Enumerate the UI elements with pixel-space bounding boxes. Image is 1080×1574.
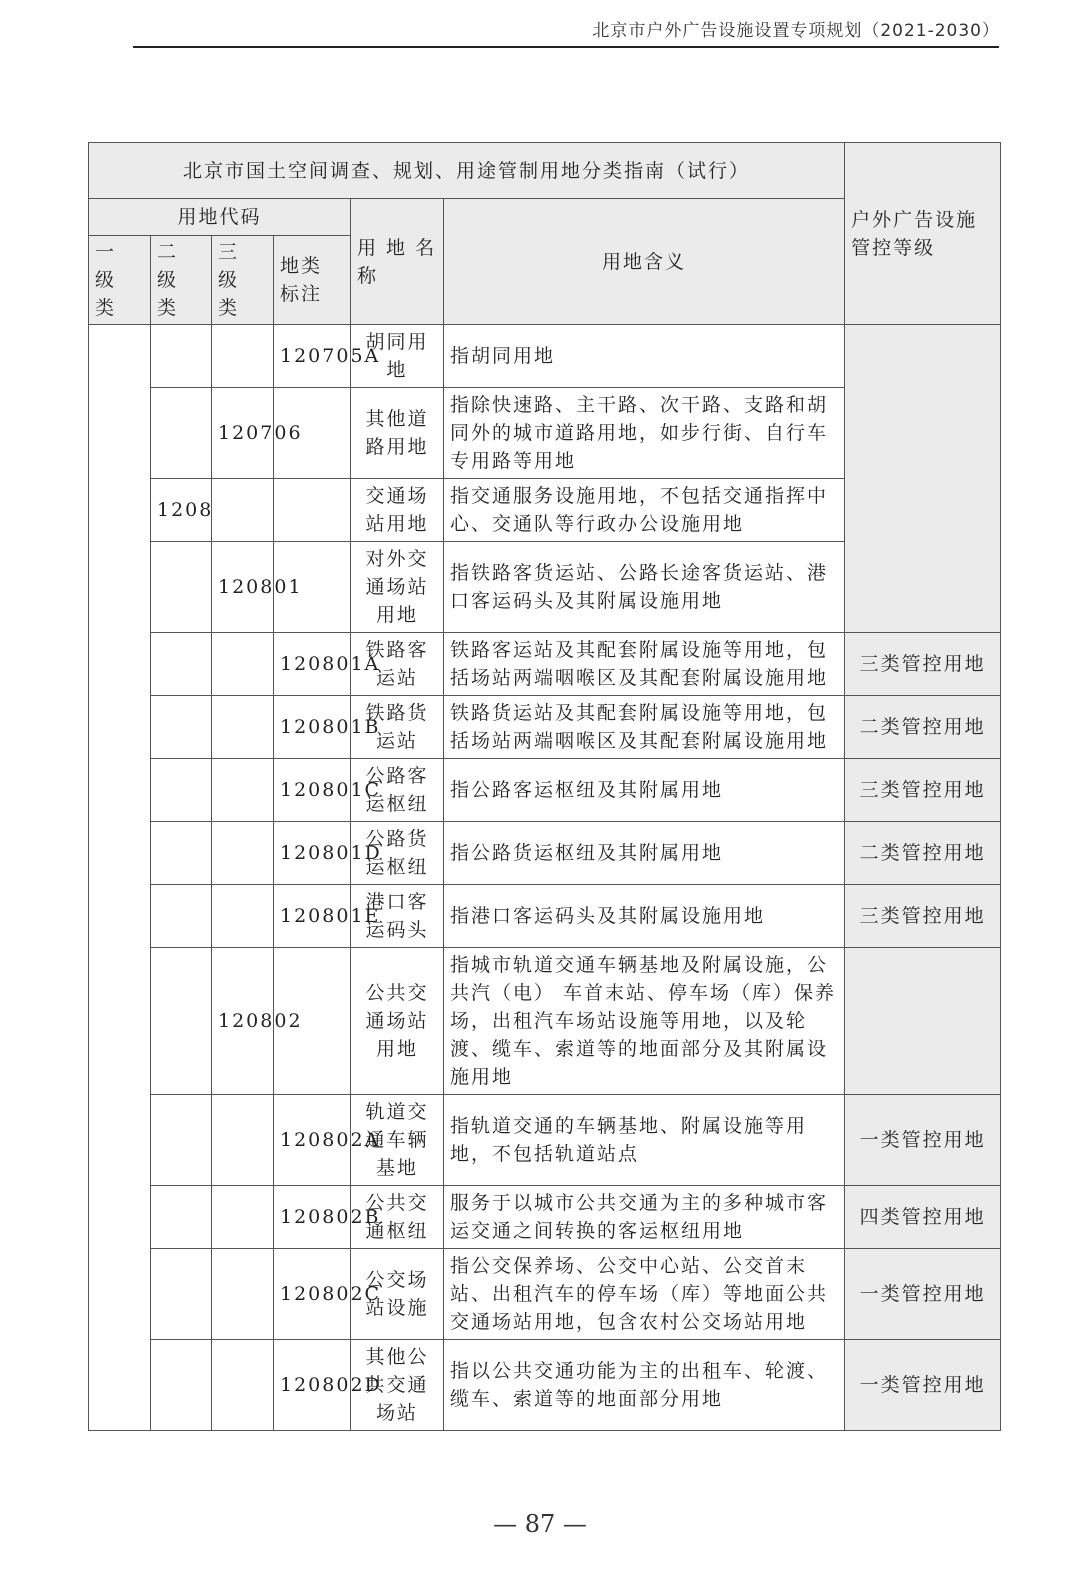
tag-cell: 120801D bbox=[274, 822, 351, 885]
meaning-cell: 指以公共交通功能为主的出租车、轮渡、缆车、索道等的地面部分用地 bbox=[444, 1340, 845, 1431]
running-header: 北京市户外广告设施设置专项规划（2021-2030） bbox=[592, 21, 1000, 41]
meaning-cell: 指城市轨道交通车辆基地及附属设施，公共汽（电） 车首末站、停车场（库）保养场，出租汽车场站设施等用地，以及轮渡、缆车、索道等的地面部分及其附属设施用地 bbox=[444, 948, 845, 1095]
level2-cell bbox=[151, 1340, 212, 1431]
level2-cell bbox=[151, 948, 212, 1095]
level1-cell bbox=[89, 325, 151, 1431]
name-cell: 其他公共交通场站 bbox=[351, 1340, 444, 1431]
level2-cell bbox=[151, 1186, 212, 1249]
level3-cell bbox=[212, 1249, 274, 1340]
level3-cell bbox=[212, 1095, 274, 1186]
name-cell: 公交场站设施 bbox=[351, 1249, 444, 1340]
level3-cell bbox=[212, 325, 274, 388]
name-cell: 胡同用地 bbox=[351, 325, 444, 388]
tag-cell: 120801A bbox=[274, 633, 351, 696]
table-row bbox=[89, 1095, 1001, 1186]
level3-header: 三 级 类 bbox=[212, 236, 274, 325]
level2-cell bbox=[151, 325, 212, 388]
name-cell: 其他道路用地 bbox=[351, 388, 444, 479]
name-cell: 铁路货运站 bbox=[351, 696, 444, 759]
level3-cell bbox=[212, 1186, 274, 1249]
grade-cell: 三类管控用地 bbox=[845, 885, 1001, 948]
name-cell: 公路货运枢纽 bbox=[351, 822, 444, 885]
level2-cell bbox=[151, 542, 212, 633]
grade-cell: 三类管控用地 bbox=[845, 759, 1001, 822]
tag-cell: 120801C bbox=[274, 759, 351, 822]
grade-cell: 一类管控用地 bbox=[845, 1249, 1001, 1340]
name-cell: 公路客运枢纽 bbox=[351, 759, 444, 822]
level3-cell: 120801 bbox=[212, 542, 274, 633]
grade-cell: 二类管控用地 bbox=[845, 822, 1001, 885]
name-cell: 铁路客运站 bbox=[351, 633, 444, 696]
table-row bbox=[89, 696, 1001, 759]
tag-cell: 120802B bbox=[274, 1186, 351, 1249]
page-number: — 87 — bbox=[493, 1510, 587, 1538]
grade-cell bbox=[845, 325, 1001, 633]
level3-cell: 120802 bbox=[212, 948, 274, 1095]
code-header: 用地代码 bbox=[89, 199, 351, 236]
level2-cell bbox=[151, 1095, 212, 1186]
land-use-table bbox=[88, 142, 1001, 1431]
tag-cell: 120802A bbox=[274, 1095, 351, 1186]
tag-cell: 120705A bbox=[274, 325, 351, 388]
level2-cell bbox=[151, 1249, 212, 1340]
table-row bbox=[89, 1249, 1001, 1340]
table-row bbox=[89, 1340, 1001, 1431]
grade-cell: 三类管控用地 bbox=[845, 633, 1001, 696]
tag-cell bbox=[274, 479, 351, 542]
level3-cell: 120706 bbox=[212, 388, 274, 479]
meaning-cell: 服务于以城市公共交通为主的多种城市客运交通之间转换的客运枢纽用地 bbox=[444, 1186, 845, 1249]
level3-cell bbox=[212, 759, 274, 822]
grade-cell: 一类管控用地 bbox=[845, 1340, 1001, 1431]
level3-cell bbox=[212, 1340, 274, 1431]
level2-cell: 1208 bbox=[151, 479, 212, 542]
name-cell: 交通场站用地 bbox=[351, 479, 444, 542]
table-title: 北京市国土空间调查、规划、用途管制用地分类指南（试行） bbox=[89, 143, 845, 199]
level3-cell bbox=[212, 633, 274, 696]
table-row bbox=[89, 759, 1001, 822]
tag-cell: 120802C bbox=[274, 1249, 351, 1340]
table-row bbox=[89, 633, 1001, 696]
grade-cell: 一类管控用地 bbox=[845, 1095, 1001, 1186]
meaning-cell: 指轨道交通的车辆基地、附属设施等用地，不包括轨道站点 bbox=[444, 1095, 845, 1186]
level1-header: 一 级 类 bbox=[89, 236, 151, 325]
grade-cell: 二类管控用地 bbox=[845, 696, 1001, 759]
meaning-cell: 指交通服务设施用地，不包括交通指挥中心、交通队等行政办公设施用地 bbox=[444, 479, 845, 542]
table-title-row bbox=[89, 143, 1001, 199]
level2-header: 二 级 类 bbox=[151, 236, 212, 325]
level3-cell bbox=[212, 696, 274, 759]
tag-cell: 120801B bbox=[274, 696, 351, 759]
meaning-cell: 指除快速路、主干路、次干路、支路和胡同外的城市道路用地，如步行街、自行车专用路等用地 bbox=[444, 388, 845, 479]
name-cell: 港口客运码头 bbox=[351, 885, 444, 948]
table-row bbox=[89, 948, 1001, 1095]
name-cell: 公共交通枢纽 bbox=[351, 1186, 444, 1249]
grade-cell bbox=[845, 948, 1001, 1095]
header-rule bbox=[133, 46, 999, 48]
meaning-cell: 指公交保养场、公交中心站、公交首末站、出租汽车的停车场（库）等地面公共交通场站用地，包含农村公交场站用地 bbox=[444, 1249, 845, 1340]
tag-cell: 120801E bbox=[274, 885, 351, 948]
meaning-cell: 指公路货运枢纽及其附属用地 bbox=[444, 822, 845, 885]
meaning-cell: 铁路货运站及其配套附属设施等用地，包括场站两端咽喉区及其配套附属设施用地 bbox=[444, 696, 845, 759]
meaning-cell: 铁路客运站及其配套附属设施等用地，包括场站两端咽喉区及其配套附属设施用地 bbox=[444, 633, 845, 696]
level3-cell bbox=[212, 822, 274, 885]
tag-cell: 120802D bbox=[274, 1340, 351, 1431]
level2-cell bbox=[151, 885, 212, 948]
tag-header: 地类 标注 bbox=[274, 236, 351, 325]
meaning-header: 用地含义 bbox=[444, 199, 845, 325]
level2-cell bbox=[151, 388, 212, 479]
level2-cell bbox=[151, 759, 212, 822]
name-cell: 轨道交通车辆基地 bbox=[351, 1095, 444, 1186]
meaning-cell: 指胡同用地 bbox=[444, 325, 845, 388]
level3-cell bbox=[212, 885, 274, 948]
name-cell: 公共交通场站用地 bbox=[351, 948, 444, 1095]
level2-cell bbox=[151, 696, 212, 759]
table-row bbox=[89, 325, 1001, 388]
name-header: 用 地 名 称 bbox=[351, 199, 444, 325]
meaning-cell: 指港口客运码头及其附属设施用地 bbox=[444, 885, 845, 948]
meaning-cell: 指铁路客货运站、公路长途客货运站、港口客运码头及其附属设施用地 bbox=[444, 542, 845, 633]
name-cell: 对外交通场站用地 bbox=[351, 542, 444, 633]
grade-cell: 四类管控用地 bbox=[845, 1186, 1001, 1249]
level3-cell bbox=[212, 479, 274, 542]
meaning-cell: 指公路客运枢纽及其附属用地 bbox=[444, 759, 845, 822]
level2-cell bbox=[151, 633, 212, 696]
table-row bbox=[89, 822, 1001, 885]
table-row bbox=[89, 1186, 1001, 1249]
level2-cell bbox=[151, 822, 212, 885]
control-grade-header: 户外广告设施管控等级 bbox=[845, 143, 1001, 325]
table-row bbox=[89, 885, 1001, 948]
